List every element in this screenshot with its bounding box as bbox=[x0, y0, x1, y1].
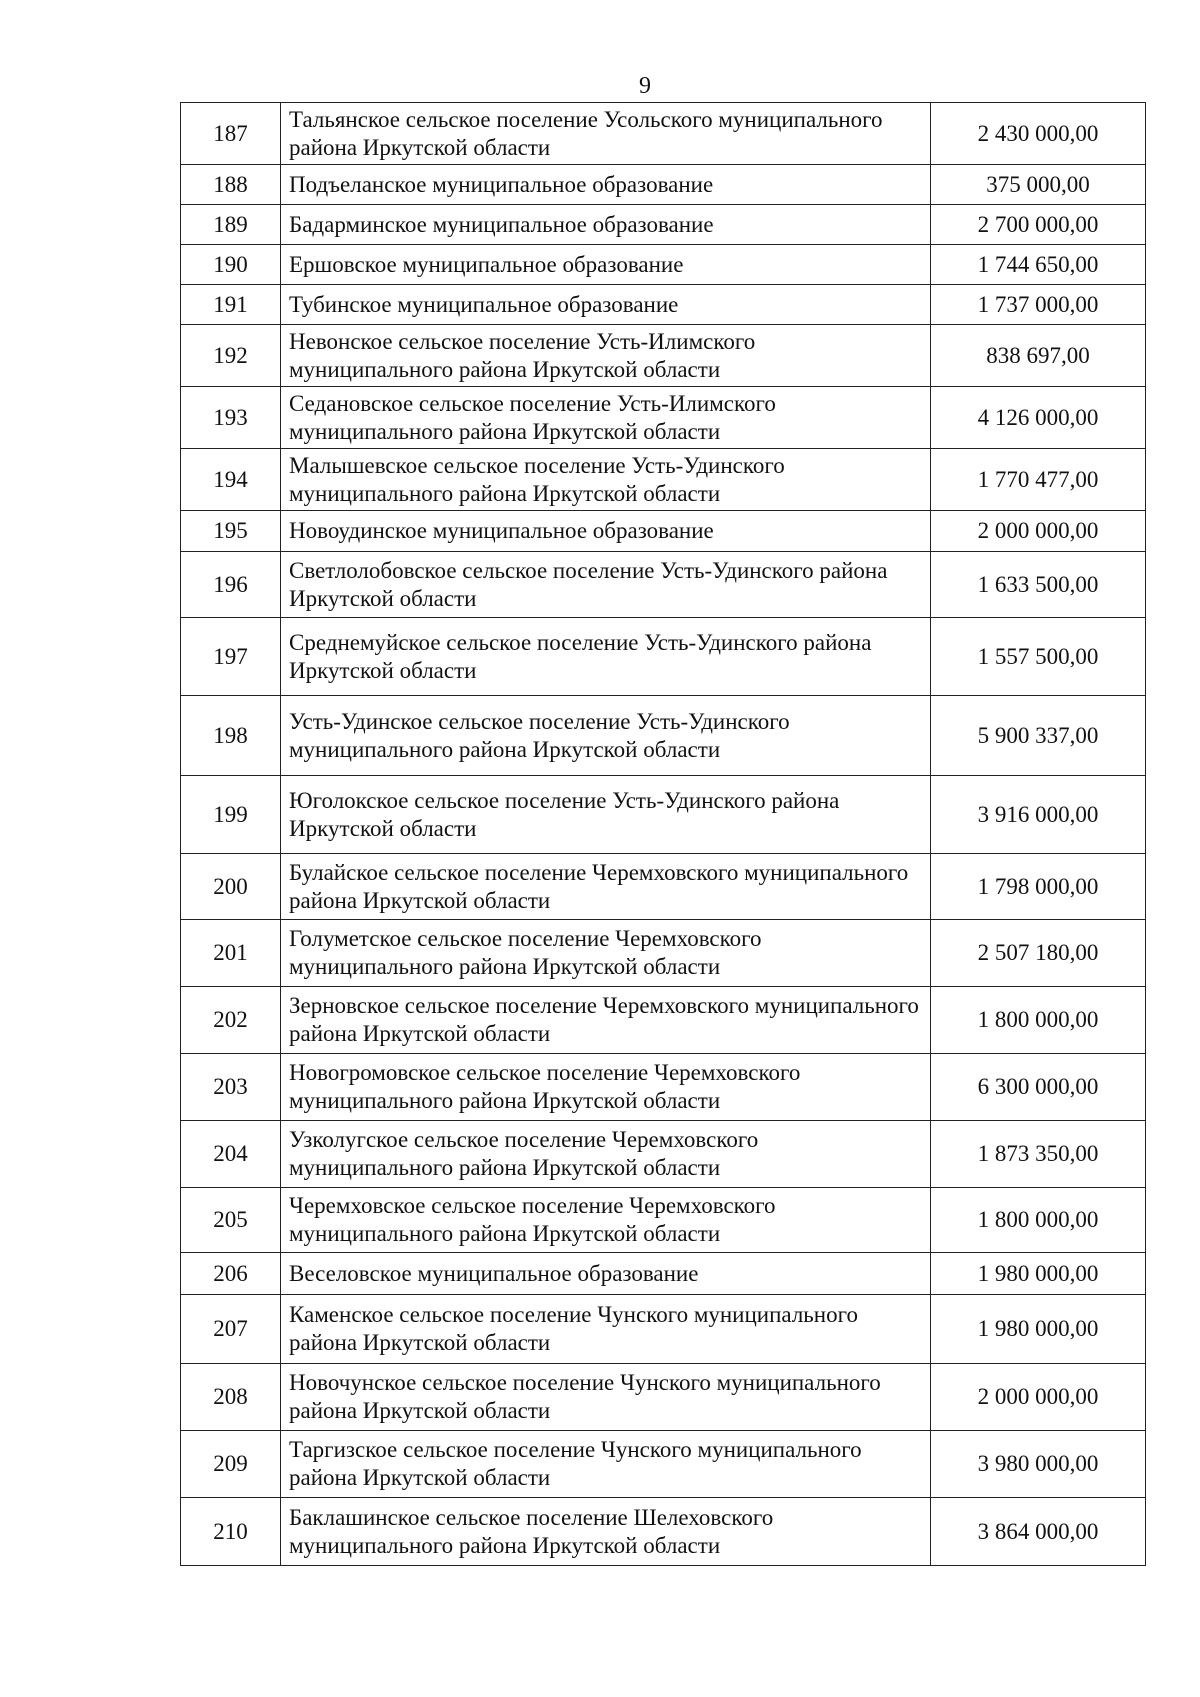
row-number: 195 bbox=[181, 511, 281, 552]
amount: 1 557 500,00 bbox=[931, 618, 1146, 696]
table-row bbox=[181, 920, 1146, 987]
table-row bbox=[181, 511, 1146, 552]
amount: 3 980 000,00 bbox=[931, 1431, 1146, 1498]
amount: 1 800 000,00 bbox=[931, 1188, 1146, 1253]
municipality-name: Тубинское муниципальное образование bbox=[281, 285, 931, 325]
table-row bbox=[181, 987, 1146, 1054]
table-row bbox=[181, 618, 1146, 696]
table-row bbox=[181, 854, 1146, 920]
table-row bbox=[181, 696, 1146, 776]
row-number: 187 bbox=[181, 103, 281, 165]
row-number: 189 bbox=[181, 205, 281, 245]
row-number: 209 bbox=[181, 1431, 281, 1498]
table-row bbox=[181, 387, 1146, 449]
row-number: 194 bbox=[181, 449, 281, 511]
municipality-name: Юголокское сельское поселение Усть-Удинского района Иркутской области bbox=[281, 776, 931, 854]
municipality-name: Невонское сельское поселение Усть-Илимского муниципального района Иркутской области bbox=[281, 325, 931, 387]
amount: 2 000 000,00 bbox=[931, 1364, 1146, 1431]
amount: 1 873 350,00 bbox=[931, 1121, 1146, 1188]
municipality-name: Седановское сельское поселение Усть-Илимского муниципального района Иркутской области bbox=[281, 387, 931, 449]
amount: 1 800 000,00 bbox=[931, 987, 1146, 1054]
municipality-name: Подъеланское муниципальное образование bbox=[281, 165, 931, 205]
table-row bbox=[181, 449, 1146, 511]
amount: 1 980 000,00 bbox=[931, 1253, 1146, 1295]
table-row bbox=[181, 1253, 1146, 1295]
municipality-name: Среднемуйское сельское поселение Усть-Удинского района Иркутской области bbox=[281, 618, 931, 696]
row-number: 207 bbox=[181, 1295, 281, 1364]
municipality-name: Булайское сельское поселение Черемховского муниципального района Иркутской области bbox=[281, 854, 931, 920]
municipality-name: Новочунское сельское поселение Чунского муниципального района Иркутской области bbox=[281, 1364, 931, 1431]
amount: 4 126 000,00 bbox=[931, 387, 1146, 449]
municipality-name: Светлолобовское сельское поселение Усть-Удинского района Иркутской области bbox=[281, 552, 931, 618]
table-row bbox=[181, 1364, 1146, 1431]
municipality-name: Веселовское муниципальное образование bbox=[281, 1253, 931, 1295]
amount: 3 864 000,00 bbox=[931, 1498, 1146, 1566]
row-number: 203 bbox=[181, 1054, 281, 1121]
row-number: 206 bbox=[181, 1253, 281, 1295]
table-row bbox=[181, 285, 1146, 325]
table-row bbox=[181, 103, 1146, 165]
municipality-name: Усть-Удинское сельское поселение Усть-Удинского муниципального района Иркутской области bbox=[281, 696, 931, 776]
row-number: 204 bbox=[181, 1121, 281, 1188]
row-number: 210 bbox=[181, 1498, 281, 1566]
amount: 1 737 000,00 bbox=[931, 285, 1146, 325]
allocation-table bbox=[180, 102, 1146, 1566]
municipality-name: Тальянское сельское поселение Усольского муниципального района Иркутской области bbox=[281, 103, 931, 165]
amount: 1 798 000,00 bbox=[931, 854, 1146, 920]
table-row bbox=[181, 1498, 1146, 1566]
row-number: 208 bbox=[181, 1364, 281, 1431]
amount: 2 000 000,00 bbox=[931, 511, 1146, 552]
municipality-name: Бадарминское муниципальное образование bbox=[281, 205, 931, 245]
row-number: 196 bbox=[181, 552, 281, 618]
table-row bbox=[181, 1188, 1146, 1253]
row-number: 190 bbox=[181, 245, 281, 285]
table-row bbox=[181, 1431, 1146, 1498]
table-row bbox=[181, 1295, 1146, 1364]
municipality-name: Черемховское сельское поселение Черемховского муниципального района Иркутской области bbox=[281, 1188, 931, 1253]
amount: 375 000,00 bbox=[931, 165, 1146, 205]
table-row bbox=[181, 1054, 1146, 1121]
amount: 838 697,00 bbox=[931, 325, 1146, 387]
municipality-name: Узколугское сельское поселение Черемховского муниципального района Иркутской области bbox=[281, 1121, 931, 1188]
row-number: 188 bbox=[181, 165, 281, 205]
table-row bbox=[181, 552, 1146, 618]
table-body bbox=[181, 103, 1146, 1566]
row-number: 198 bbox=[181, 696, 281, 776]
table-row bbox=[181, 1121, 1146, 1188]
municipality-name: Баклашинское сельское поселение Шелеховского муниципального района Иркутской области bbox=[281, 1498, 931, 1566]
municipality-name: Новоудинское муниципальное образование bbox=[281, 511, 931, 552]
amount: 2 700 000,00 bbox=[931, 205, 1146, 245]
amount: 3 916 000,00 bbox=[931, 776, 1146, 854]
municipality-name: Ершовское муниципальное образование bbox=[281, 245, 931, 285]
municipality-name: Зерновское сельское поселение Черемховского муниципального района Иркутской области bbox=[281, 987, 931, 1054]
page-number: 9 bbox=[639, 73, 651, 99]
municipality-name: Каменское сельское поселение Чунского муниципального района Иркутской области bbox=[281, 1295, 931, 1364]
municipality-name: Малышевское сельское поселение Усть-Удинского муниципального района Иркутской области bbox=[281, 449, 931, 511]
row-number: 197 bbox=[181, 618, 281, 696]
amount: 1 633 500,00 bbox=[931, 552, 1146, 618]
amount: 2 430 000,00 bbox=[931, 103, 1146, 165]
amount: 6 300 000,00 bbox=[931, 1054, 1146, 1121]
table-row bbox=[181, 165, 1146, 205]
amount: 1 770 477,00 bbox=[931, 449, 1146, 511]
table-row bbox=[181, 245, 1146, 285]
amount: 1 744 650,00 bbox=[931, 245, 1146, 285]
amount: 1 980 000,00 bbox=[931, 1295, 1146, 1364]
row-number: 192 bbox=[181, 325, 281, 387]
row-number: 200 bbox=[181, 854, 281, 920]
table-row bbox=[181, 776, 1146, 854]
row-number: 201 bbox=[181, 920, 281, 987]
row-number: 193 bbox=[181, 387, 281, 449]
amount: 2 507 180,00 bbox=[931, 920, 1146, 987]
table-row bbox=[181, 325, 1146, 387]
municipality-name: Голуметское сельское поселение Черемховского муниципального района Иркутской области bbox=[281, 920, 931, 987]
amount: 5 900 337,00 bbox=[931, 696, 1146, 776]
row-number: 202 bbox=[181, 987, 281, 1054]
municipality-name: Новогромовское сельское поселение Черемховского муниципального района Иркутской области bbox=[281, 1054, 931, 1121]
row-number: 199 bbox=[181, 776, 281, 854]
row-number: 191 bbox=[181, 285, 281, 325]
table-row bbox=[181, 205, 1146, 245]
row-number: 205 bbox=[181, 1188, 281, 1253]
municipality-name: Таргизское сельское поселение Чунского муниципального района Иркутской области bbox=[281, 1431, 931, 1498]
